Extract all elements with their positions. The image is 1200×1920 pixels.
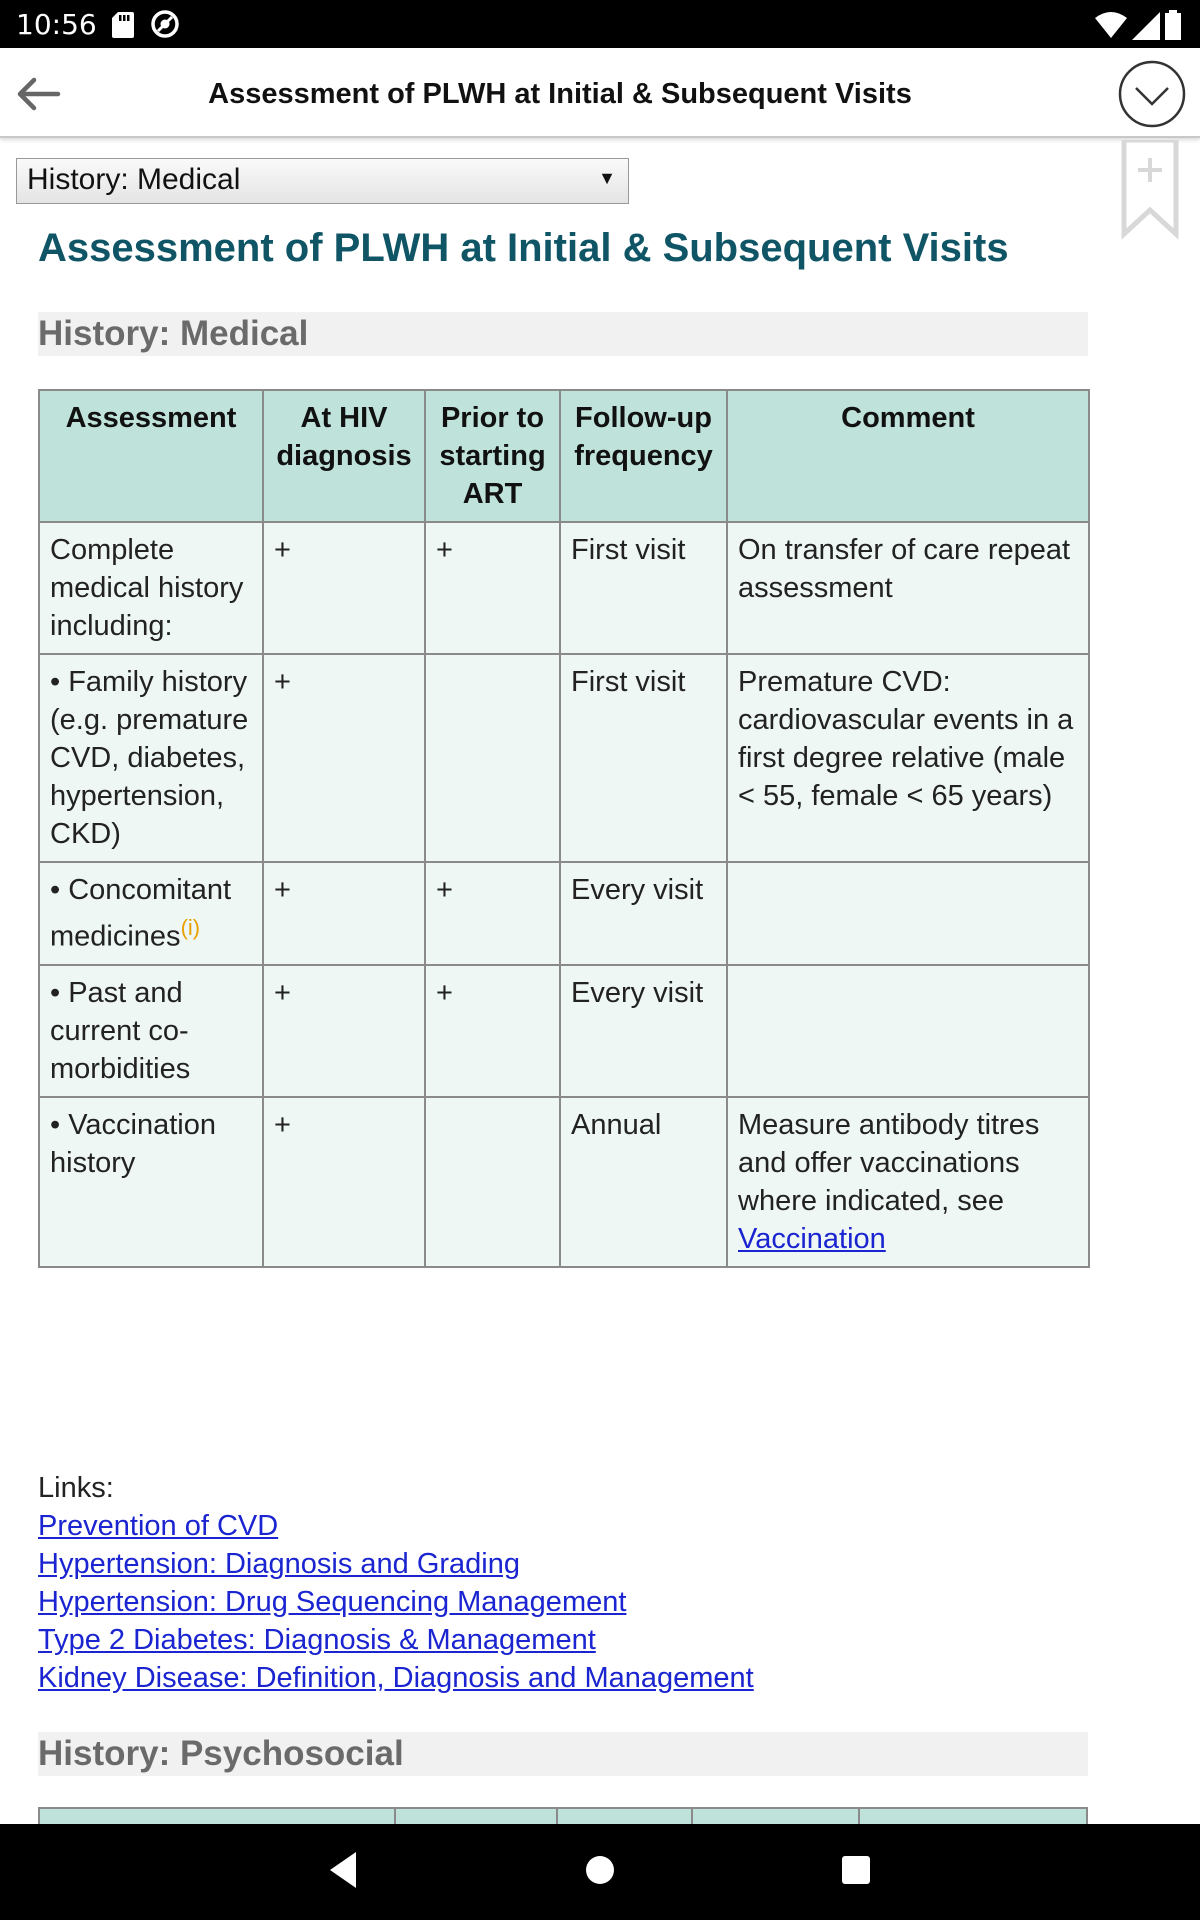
status-bar [0,0,1200,48]
bookmark-button[interactable] [1118,140,1182,240]
nav-home-icon[interactable] [584,1854,616,1886]
cell-at-diagnosis: + [263,1097,425,1267]
cell-prior-art [425,654,560,862]
cell-assessment [39,862,263,965]
table-row [39,965,1089,1097]
link-prevention-of-cvd[interactable]: Prevention of CVD [38,1510,279,1542]
section-select[interactable] [16,158,629,204]
cell-prior-art [425,1097,560,1267]
cell-assessment-text: • Concomitant medicines [50,874,232,953]
cell-followup: First visit [560,654,727,862]
cell-prior-art: + [425,522,560,654]
link-type-2-diabetes[interactable]: Type 2 Diabetes: Diagnosis & Management [38,1624,596,1656]
link-hypertension-diagnosis[interactable]: Hypertension: Diagnosis and Grading [38,1548,520,1580]
cell-assessment: • Family history (e.g. premature CVD, diabetes, hypertension, CKD) [39,654,263,862]
status-time: 10:56 [16,8,97,41]
column-header: Comment [727,390,1089,522]
table-header-row [39,390,1089,522]
chevron-down-circle-icon [1118,60,1186,128]
section-heading-medical: History: Medical [38,312,1088,356]
cell-assessment: Complete medical history including: [39,522,263,654]
app-bar [0,48,1200,138]
info-icon[interactable]: (i) [180,915,201,940]
content-area[interactable] [0,140,1200,1824]
cell-at-diagnosis: + [263,654,425,862]
page-title: Assessment of PLWH at Initial & Subsequent Visits [38,226,1009,270]
table-row [39,862,1089,965]
app-title: Assessment of PLWH at Initial & Subsequent Visits [208,78,912,110]
psychosocial-table-header [38,1807,1088,1824]
dropdown-arrow-icon: ▼ [598,168,616,188]
at-sign-icon [150,9,180,39]
cell-assessment: • Vaccination history [39,1097,263,1267]
section-select-value: History: Medical [27,163,241,196]
cell-followup: Every visit [560,862,727,965]
status-icons [1095,10,1182,45]
cell-prior-art: + [425,965,560,1097]
link-kidney-disease[interactable]: Kidney Disease: Definition, Diagnosis and Management [38,1662,754,1694]
cell-followup: First visit [560,522,727,654]
back-arrow-icon [10,70,66,118]
section-heading-psychosocial: History: Psychosocial [38,1732,1088,1776]
cell-at-diagnosis: + [263,965,425,1097]
assessment-table [38,389,1090,1268]
navigation-bar [0,1824,1200,1920]
cell-comment: On transfer of care repeat assessment [727,522,1089,654]
cell-comment [727,1097,1089,1267]
wifi-icon [1095,12,1127,40]
cell-at-diagnosis: + [263,862,425,965]
cell-comment [727,965,1089,1097]
table-row [39,654,1089,862]
links-block [38,1469,754,1697]
column-header: At HIV diagnosis [263,390,425,522]
cell-comment: Premature CVD: cardiovascular events in a first degree relative (male < 55, female < 65 years) [727,654,1089,862]
cell-assessment: • Past and current co-morbidities [39,965,263,1097]
battery-icon [1164,10,1182,40]
nav-recents-icon[interactable] [840,1854,872,1886]
column-header: Follow-up frequency [560,390,727,522]
table-row [39,522,1089,654]
sd-card-icon [112,12,134,38]
column-header: Assessment [39,390,263,522]
cell-at-diagnosis: + [263,522,425,654]
cell-followup: Every visit [560,965,727,1097]
nav-back-icon[interactable] [326,1850,360,1890]
signal-icon [1132,12,1160,40]
cell-comment [727,862,1089,965]
column-header: Prior to starting ART [425,390,560,522]
cell-prior-art: + [425,862,560,965]
vaccination-link[interactable]: Vaccination [738,1222,886,1255]
links-label: Links: [38,1472,114,1504]
table-row [39,1097,1089,1267]
back-button[interactable] [10,70,70,118]
cell-followup: Annual [560,1097,727,1267]
cell-comment-text: Measure antibody titres and offer vaccinations where indicated, see [738,1108,1040,1217]
bookmark-add-icon [1118,140,1182,240]
link-hypertension-drug-sequencing[interactable]: Hypertension: Drug Sequencing Management [38,1586,627,1618]
collapse-button[interactable] [1118,60,1186,128]
